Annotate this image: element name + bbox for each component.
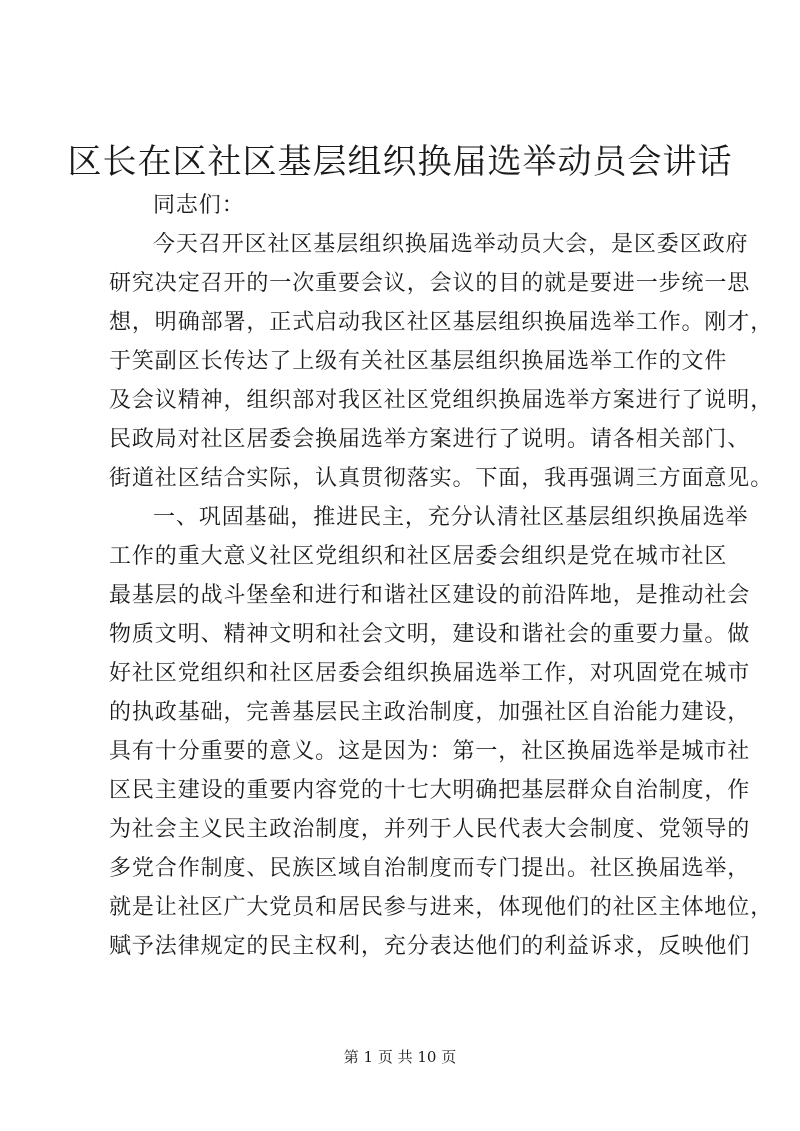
- text-line: 多党合作制度、民族区域自治制度而专门提出。社区换届选举，: [109, 856, 751, 881]
- text-line: 街道社区结合实际，认真贯彻落实。下面，我再强调三方面意见。: [109, 466, 774, 491]
- text-line: 物质文明、精神文明和社会文明，建设和谐社会的重要力量。做: [109, 622, 751, 647]
- text-line: 及会议精神，组织部对我区社区党组织换届选举方案进行了说明，: [109, 388, 774, 413]
- page-footer: 第 1 页 共 10 页: [343, 1048, 457, 1066]
- salutation: 同志们：: [153, 193, 245, 218]
- body-text: [109, 186, 774, 966]
- text-line: 今天召开区社区基层组织换届选举动员大会，是区委区政府: [153, 232, 749, 257]
- text-line: 为社会主义民主政治制度，并列于人民代表大会制度、党领导的: [109, 817, 751, 842]
- text-line: 想，明确部署，正式启动我区社区基层组织换届选举工作。刚才，: [109, 310, 774, 335]
- text-line: 最基层的战斗堡垒和进行和谐社区建设的前沿阵地，是推动社会: [109, 583, 751, 608]
- text-line: 具有十分重要的意义。这是因为：第一，社区换届选举是城市社: [109, 739, 751, 764]
- text-line: 一、巩固基础，推进民主，充分认清社区基层组织换届选举: [153, 505, 749, 530]
- text-line: 赋予法律规定的民主权利，充分表达他们的利益诉求，反映他们: [109, 934, 751, 959]
- page-title: 区长在区社区基层组织换届选举动员会讲话: [67, 142, 733, 182]
- text-line: 好社区党组织和社区居委会组织换届选举工作，对巩固党在城市: [109, 661, 751, 686]
- text-line: 工作的重大意义社区党组织和社区居委会组织是党在城市社区: [109, 544, 728, 569]
- text-line: 于笑副区长传达了上级有关社区基层组织换届选举工作的文件: [109, 349, 728, 374]
- text-line: 研究决定召开的一次重要会议，会议的目的就是要进一步统一思: [109, 271, 751, 296]
- text-line: 就是让社区广大党员和居民参与进来，体现他们的社区主体地位，: [109, 895, 774, 920]
- text-line: 区民主建设的重要内容党的十七大明确把基层群众自治制度，作: [109, 778, 751, 803]
- text-line: 民政局对社区居委会换届选举方案进行了说明。请各相关部门、: [109, 427, 751, 452]
- text-line: 的执政基础，完善基层民主政治制度，加强社区自治能力建设，: [109, 700, 751, 725]
